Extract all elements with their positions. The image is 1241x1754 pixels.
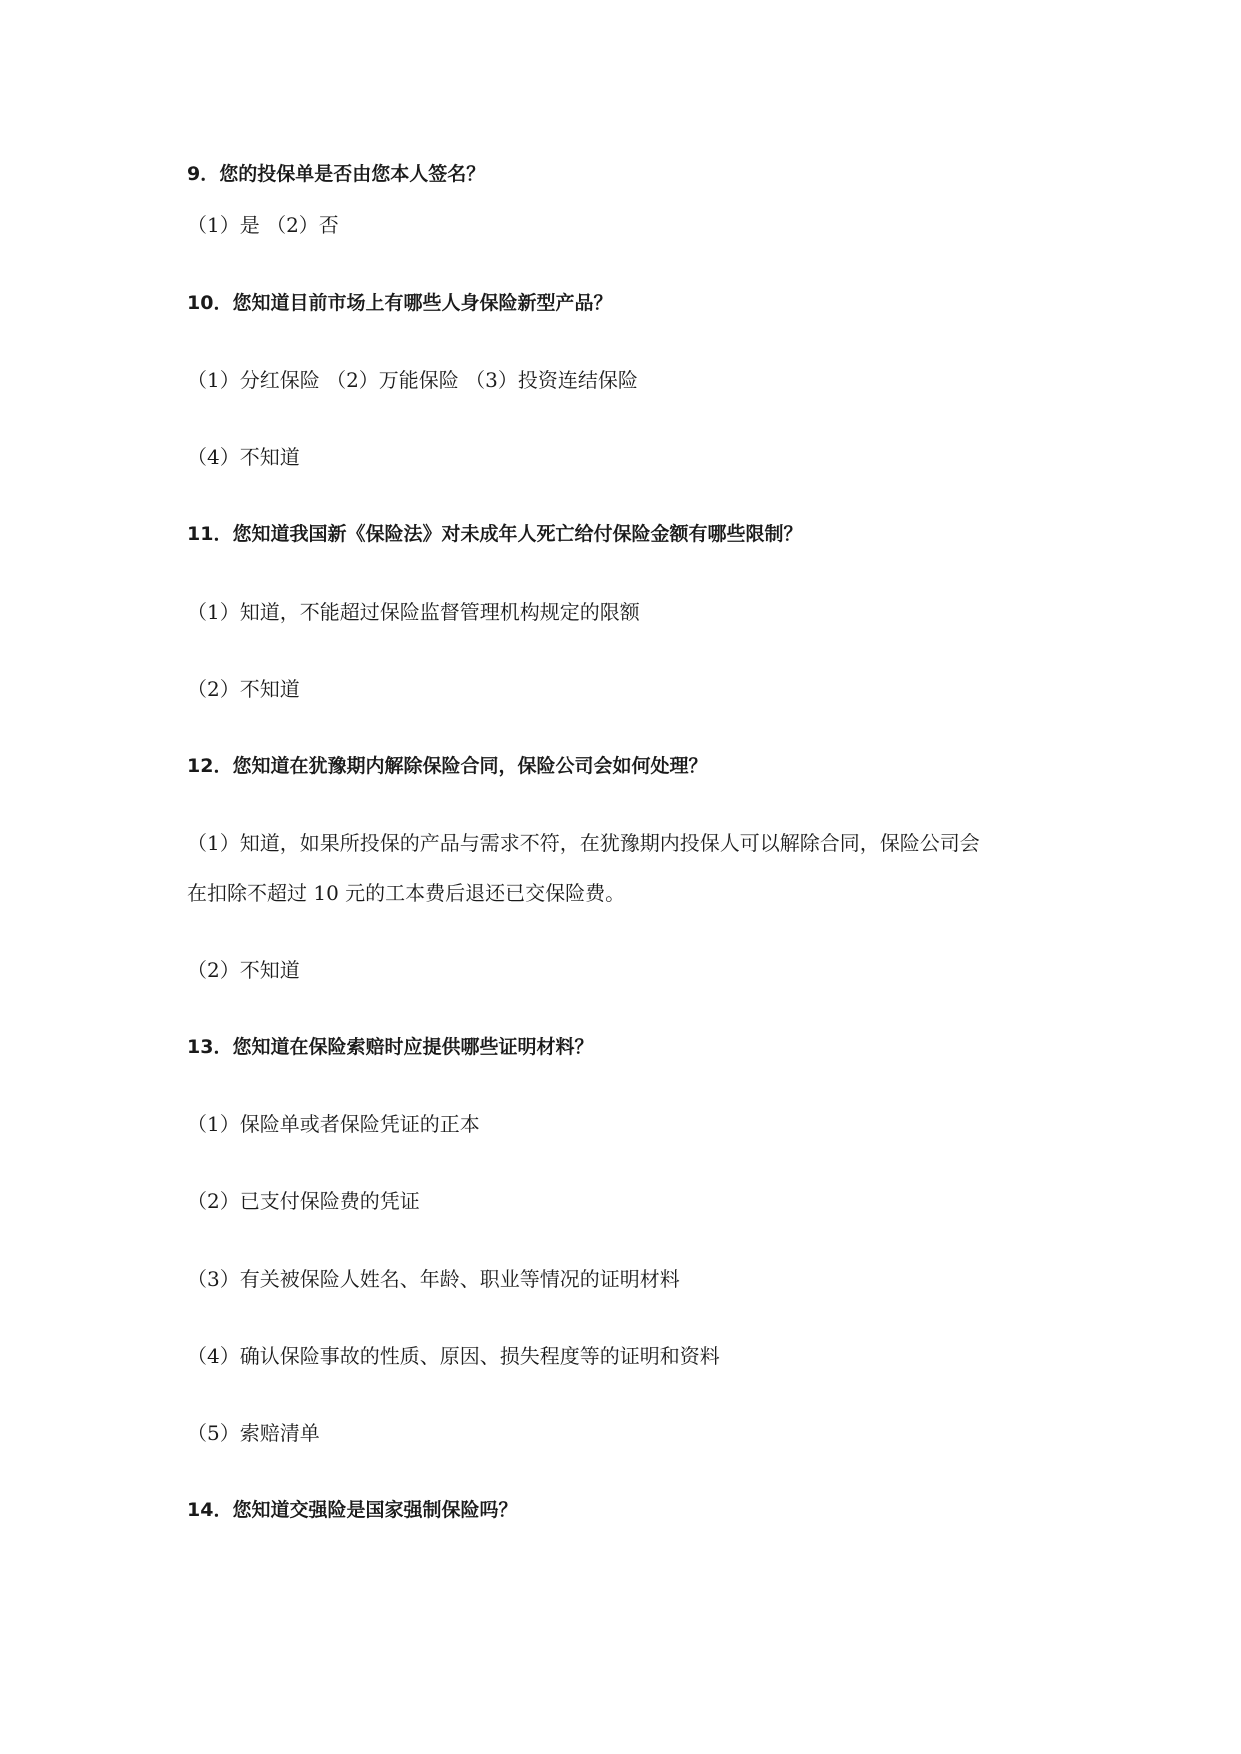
question-11: 11．您知道我国新《保险法》对未成年人死亡给付保险金额有哪些限制？	[187, 523, 803, 545]
question-10: 10．您知道目前市场上有哪些人身保险新型产品？	[187, 292, 613, 314]
answer-13-5: （5）索赔清单	[187, 1421, 320, 1445]
answer-12-1-continued: 在扣除不超过 10 元的工本费后退还已交保险费。	[187, 881, 626, 905]
answer-13-1: （1）保险单或者保险凭证的正本	[187, 1112, 480, 1136]
answer-12-2: （2）不知道	[187, 958, 300, 982]
question-14: 14．您知道交强险是国家强制保险吗？	[187, 1499, 518, 1521]
answer-13-2: （2）已支付保险费的凭证	[187, 1189, 420, 1213]
answer-10-1: （1）分红保险 （2）万能保险 （3）投资连结保险	[187, 368, 638, 392]
answer-9-1: （1）是 （2）否	[187, 213, 339, 237]
question-9: 9．您的投保单是否由您本人签名？	[187, 163, 486, 185]
answer-10-2: （4）不知道	[187, 445, 300, 469]
question-13: 13．您知道在保险索赔时应提供哪些证明材料？	[187, 1036, 594, 1058]
answer-12-1: （1）知道，如果所投保的产品与需求不符，在犹豫期内投保人可以解除合同，保险公司会	[187, 831, 980, 855]
answer-11-2: （2）不知道	[187, 677, 300, 701]
answer-13-3: （3）有关被保险人姓名、年龄、职业等情况的证明材料	[187, 1267, 680, 1291]
answer-13-4: （4）确认保险事故的性质、原因、损失程度等的证明和资料	[187, 1344, 720, 1368]
question-12: 12．您知道在犹豫期内解除保险合同，保险公司会如何处理？	[187, 755, 708, 777]
answer-11-1: （1）知道，不能超过保险监督管理机构规定的限额	[187, 600, 640, 624]
